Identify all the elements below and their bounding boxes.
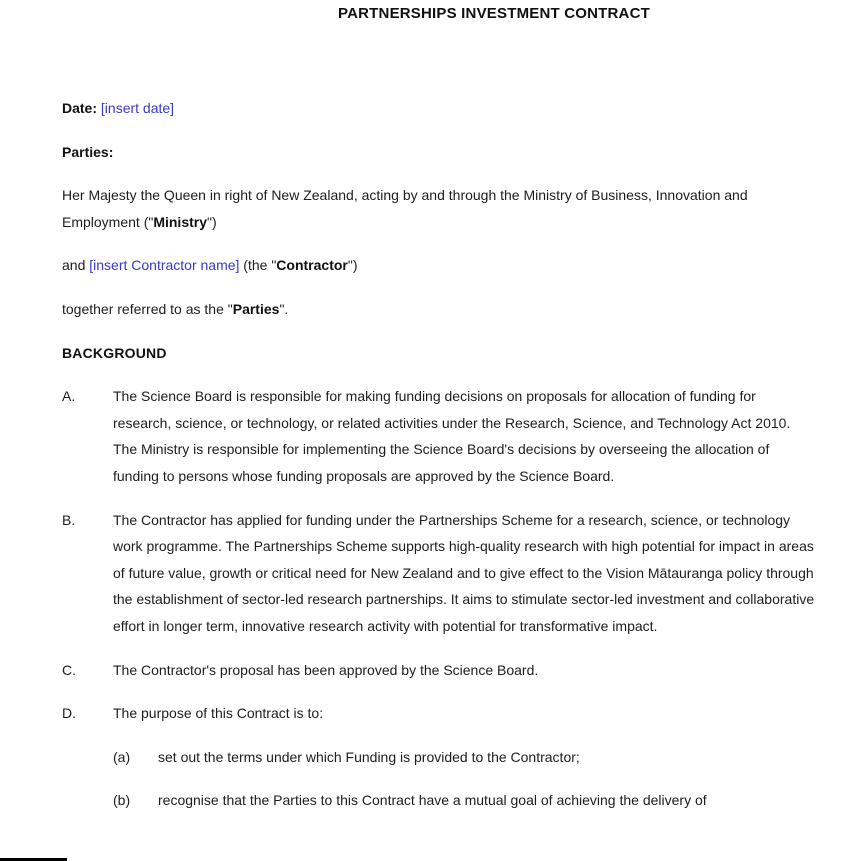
recital-c — [62, 657, 818, 684]
date-label: Date: — [62, 100, 98, 116]
background-heading: BACKGROUND — [62, 344, 167, 361]
ministry-defined-term: Ministry — [153, 213, 208, 230]
insert-contractor-name-placeholder[interactable]: [insert Contractor name] — [89, 257, 240, 274]
parties-label: Parties: — [62, 143, 114, 160]
purpose-item-b — [113, 787, 818, 814]
contractor-paragraph-text: and — [62, 257, 90, 274]
recital-c-text: The Contractor's proposal has been approved by the Science Board. — [113, 661, 539, 678]
recital-b-text: The Contractor has applied for funding under the Partnerships Scheme for a research, science, or technology work programme. The Partnerships Scheme supports high-quality research with high potential for impact in areas of future value, growth or critical need for New Zealand and to give effect to the Vision Mātauranga policy through the establishment of sector-led research partnerships. It aims to stimulate sector-led investment and collaborative effort in longer term, innovative research activity with potential for transformative impact. — [113, 511, 815, 634]
parties-defined-term: Parties — [232, 300, 280, 317]
contractor-defined-term: Contractor — [276, 257, 348, 274]
ministry-paragraph-text: Her Majesty the Queen in right of New Zealand, acting by and through the Ministry of Business, Innovation and Employment (" — [62, 187, 748, 230]
recital-d-label: D. — [62, 705, 76, 722]
purpose-item-a-text: set out the terms under which Funding is provided to the Contractor; — [158, 748, 580, 765]
recital-b-label: B. — [62, 511, 76, 528]
purpose-item-b-text: recognise that the Parties to this Contract have a mutual goal of achieving the delivery of — [158, 792, 707, 809]
contractor-paragraph-mid: (the " — [239, 257, 277, 274]
together-paragraph-text: together referred to as the " — [62, 300, 233, 317]
together-paragraph-close: ". — [279, 300, 289, 317]
purpose-item-a — [113, 744, 818, 771]
ministry-paragraph — [62, 182, 818, 235]
recital-c-label: C. — [62, 661, 76, 678]
purpose-item-a-label: (a) — [113, 748, 131, 765]
recital-d — [62, 700, 818, 727]
insert-date-placeholder[interactable]: [insert date] — [100, 100, 175, 116]
ministry-paragraph-close: ") — [207, 213, 217, 230]
recital-a-text: The Science Board is responsible for making funding decisions on proposals for allocation of funding for research, science, or technology, or related activities under the Research, Science, and Technology Act 2010. The Ministry is responsible for implementing the Science Board's decisions by overseeing the allocation of funding to persons whose funding proposals are approved by the Science Board. — [113, 388, 791, 484]
document-title: PARTNERSHIPS INVESTMENT CONTRACT — [338, 5, 650, 22]
recital-d-text: The purpose of this Contract is to: — [113, 705, 324, 722]
together-paragraph — [62, 296, 818, 323]
contractor-paragraph — [62, 252, 818, 279]
contractor-paragraph-close: ") — [347, 257, 358, 274]
recital-b — [62, 507, 818, 640]
purpose-item-b-label: (b) — [113, 792, 131, 809]
recital-a — [62, 383, 818, 489]
date-line — [62, 95, 818, 122]
recital-a-label: A. — [62, 388, 76, 405]
